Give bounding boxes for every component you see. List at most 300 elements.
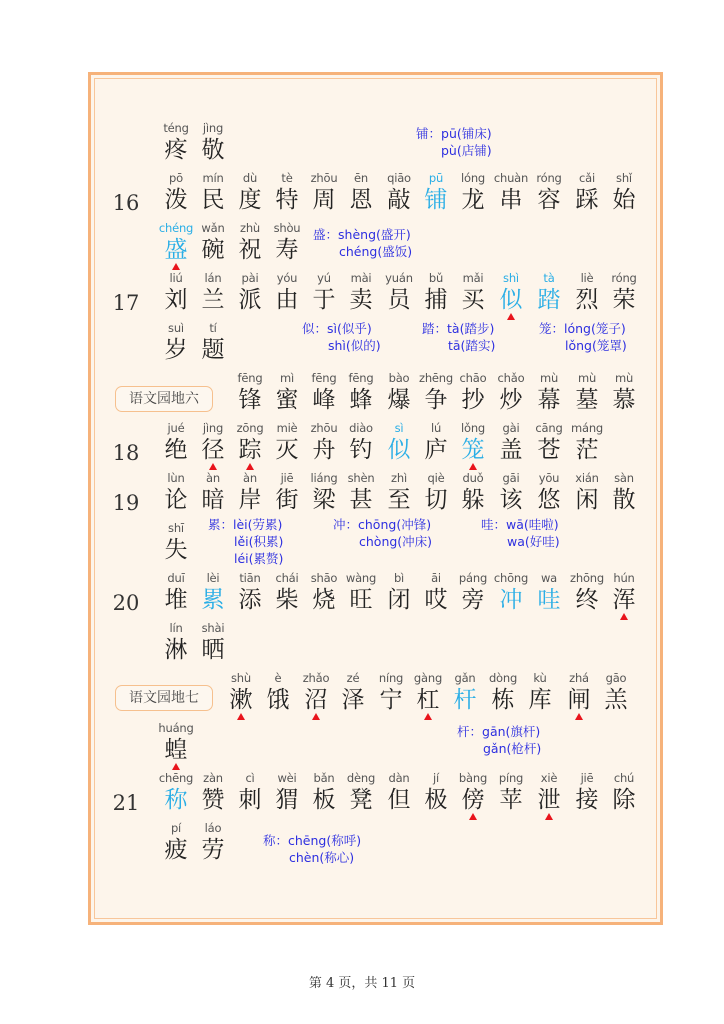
char-cell [417, 771, 455, 814]
hanzi: 散 [612, 487, 636, 513]
char-cell [568, 421, 606, 464]
pinyin: píng [498, 771, 524, 785]
hanzi: 躲 [461, 487, 485, 513]
hanzi: 庐 [424, 437, 448, 463]
char-cell [530, 471, 568, 514]
char-cell [454, 771, 492, 814]
pinyin: qiè [427, 471, 445, 485]
key-char-marker-icon [545, 813, 553, 820]
char-cell [568, 471, 606, 514]
char-cell-polyphone [157, 221, 195, 264]
pinyin: shù [231, 671, 251, 685]
hanzi: 傍 [461, 787, 485, 813]
hanzi: 踏 [537, 287, 561, 313]
hanzi: 失 [164, 537, 188, 563]
hanzi: 串 [499, 187, 523, 213]
char-cell [342, 371, 380, 414]
char-cell [530, 371, 568, 414]
pinyin: yuán [385, 271, 413, 285]
hanzi: 踩 [575, 187, 599, 213]
char-cell [409, 671, 447, 714]
pinyin: chēng [158, 771, 194, 785]
pinyin: lǒng [460, 421, 486, 435]
char-cell [492, 771, 530, 814]
hanzi: 争 [424, 387, 448, 413]
pinyin: ēn [354, 171, 368, 185]
polyphone-note-wa: 哇：wā(哇啦) wa(好哇) [481, 517, 560, 549]
pinyin: miè [276, 421, 298, 435]
hanzi: 疼 [164, 137, 188, 163]
char-cell [231, 221, 269, 264]
char-cell [568, 271, 606, 314]
hanzi: 饿 [266, 687, 290, 713]
pinyin: shòu [273, 221, 301, 235]
hanzi: 始 [612, 187, 636, 213]
pinyin: téng [163, 121, 189, 135]
hanzi: 灭 [275, 437, 299, 463]
hanzi: 猬 [275, 787, 299, 813]
hanzi: 凳 [349, 787, 373, 813]
hanzi: 烧 [312, 587, 336, 613]
pinyin: chú [613, 771, 635, 785]
hanzi: 烈 [575, 287, 599, 313]
key-char-marker-icon [575, 713, 583, 720]
hanzi: 但 [387, 787, 411, 813]
hanzi: 极 [424, 787, 448, 813]
pinyin: diào [349, 421, 373, 435]
hanzi: 切 [424, 487, 448, 513]
pinyin: mǎi [462, 271, 484, 285]
char-cell [605, 571, 643, 614]
char-cell-polyphone [194, 571, 232, 614]
pinyin: bì [393, 571, 405, 585]
pinyin: pū [428, 171, 444, 185]
char-cell [194, 621, 232, 664]
hanzi: 苍 [537, 437, 561, 463]
hanzi: 柴 [275, 587, 299, 613]
pinyin: xián [575, 471, 599, 485]
char-cell [194, 421, 232, 464]
section-badge-yuwen-yuandi-6: 语文园地六 [115, 386, 213, 412]
character-table-panel [88, 72, 663, 925]
char-cell [194, 121, 232, 164]
pinyin: pài [241, 271, 259, 285]
hanzi: 蜂 [349, 387, 373, 413]
hanzi: 暗 [201, 487, 225, 513]
char-cell [380, 171, 418, 214]
char-cell [342, 471, 380, 514]
pinyin: fēng [237, 371, 263, 385]
hanzi: 岁 [164, 337, 188, 363]
pinyin: shèn [347, 471, 375, 485]
char-cell [268, 221, 306, 264]
pinyin: wàng [345, 571, 377, 585]
char-cell [380, 371, 418, 414]
key-char-marker-icon [312, 713, 320, 720]
hanzi: 盖 [499, 437, 523, 463]
pinyin: bàng [458, 771, 488, 785]
char-cell [268, 471, 306, 514]
pinyin: pí [170, 821, 182, 835]
char-cell [380, 771, 418, 814]
pinyin: sàn [614, 471, 634, 485]
pinyin: láo [204, 821, 222, 835]
hanzi: 闭 [387, 587, 411, 613]
hanzi: 疲 [164, 837, 188, 863]
hanzi: 刘 [164, 287, 188, 313]
pinyin: qiāo [387, 171, 411, 185]
lesson-number: 18 [112, 441, 140, 465]
char-cell [305, 371, 343, 414]
pinyin: gài [502, 421, 520, 435]
char-cell-polyphone [157, 771, 195, 814]
char-cell [568, 371, 606, 414]
hanzi: 赞 [201, 787, 225, 813]
pinyin: liú [169, 271, 183, 285]
pinyin: shài [201, 621, 225, 635]
char-cell-polyphone [530, 571, 568, 614]
char-cell [305, 421, 343, 464]
hanzi: 龙 [461, 187, 485, 213]
pinyin: wèi [277, 771, 297, 785]
pinyin: zhōu [310, 171, 338, 185]
key-char-marker-icon [246, 463, 254, 470]
char-cell [268, 771, 306, 814]
pinyin: jiē [580, 771, 594, 785]
hanzi: 除 [612, 787, 636, 813]
char-cell [605, 471, 643, 514]
pinyin: tiān [239, 571, 261, 585]
char-cell [194, 771, 232, 814]
pinyin: duī [167, 571, 185, 585]
hanzi: 派 [238, 287, 262, 313]
char-cell [380, 471, 418, 514]
lesson-number: 20 [112, 591, 140, 615]
char-cell-polyphone [530, 271, 568, 314]
char-cell [342, 171, 380, 214]
hanzi: 容 [537, 187, 561, 213]
char-cell [605, 171, 643, 214]
lesson-number: 19 [112, 491, 140, 515]
pinyin: zōng [236, 421, 264, 435]
pinyin: pō [169, 171, 183, 185]
pinyin: zhǎo [302, 671, 330, 685]
hanzi: 茫 [575, 437, 599, 463]
section-badge-yuwen-yuandi-7: 语文园地七 [115, 685, 213, 711]
hanzi: 捕 [424, 287, 448, 313]
pinyin: dù [242, 171, 258, 185]
hanzi: 敲 [387, 187, 411, 213]
polyphone-note-sheng: 盛：shèng(盛开) chéng(盛饭) [313, 227, 413, 259]
pinyin: wǎn [201, 221, 225, 235]
char-cell [568, 171, 606, 214]
hanzi: 幕 [537, 387, 561, 413]
pinyin: níng [378, 671, 404, 685]
hanzi: 苹 [499, 787, 523, 813]
pinyin: liáng [310, 471, 338, 485]
lesson-number: 16 [112, 191, 140, 215]
char-cell [194, 171, 232, 214]
pinyin: zhá [569, 671, 589, 685]
pinyin: chāo [459, 371, 487, 385]
polyphone-note-lei: 累：lèi(劳累) lěi(积累) léi(累赘) [208, 517, 284, 566]
hanzi: 由 [275, 287, 299, 313]
pinyin: shī [168, 521, 184, 535]
pinyin: mì [280, 371, 294, 385]
char-cell [157, 571, 195, 614]
pinyin: zàn [203, 771, 223, 785]
hanzi: 铺 [424, 187, 448, 213]
pinyin: jué [167, 421, 185, 435]
char-cell [342, 421, 380, 464]
pinyin: gǎn [454, 671, 476, 685]
char-cell [305, 571, 343, 614]
hanzi: 踪 [238, 437, 262, 463]
hanzi: 杆 [453, 687, 477, 713]
polyphone-note-cheng: 称：chēng(称呼) chèn(称心) [263, 833, 362, 865]
char-cell [454, 271, 492, 314]
pinyin: yú [317, 271, 331, 285]
char-cell [194, 321, 232, 364]
hanzi: 绝 [164, 437, 188, 463]
char-cell [231, 571, 269, 614]
char-cell [417, 271, 455, 314]
pinyin: hún [613, 571, 635, 585]
char-cell [417, 421, 455, 464]
hanzi: 该 [499, 487, 523, 513]
key-char-marker-icon [469, 813, 477, 820]
char-cell [454, 471, 492, 514]
page-footer: 第 4 页，共 11 页 [308, 976, 416, 991]
char-cell [231, 771, 269, 814]
char-cell [372, 671, 410, 714]
hanzi: 似 [387, 437, 411, 463]
lesson-number: 17 [112, 291, 140, 315]
hanzi: 径 [201, 437, 225, 463]
hanzi: 羔 [604, 687, 628, 713]
hanzi: 晒 [201, 637, 225, 663]
pinyin: liè [580, 271, 594, 285]
pinyin: bǎn [313, 771, 335, 785]
hanzi: 板 [312, 787, 336, 813]
pinyin: mín [202, 171, 224, 185]
char-cell [157, 621, 195, 664]
hanzi: 于 [312, 287, 336, 313]
pinyin: chái [275, 571, 299, 585]
hanzi: 爆 [387, 387, 411, 413]
char-cell [454, 171, 492, 214]
hanzi: 祝 [238, 237, 262, 263]
pinyin: gāo [605, 671, 627, 685]
pinyin: mù [614, 371, 634, 385]
char-cell [417, 571, 455, 614]
char-cell [157, 521, 195, 564]
hanzi: 荣 [612, 287, 636, 313]
char-cell-polyphone [380, 421, 418, 464]
pinyin: gàng [413, 671, 443, 685]
hanzi: 终 [575, 587, 599, 613]
pinyin: àn [243, 471, 257, 485]
hanzi: 员 [387, 287, 411, 313]
char-cell [268, 171, 306, 214]
hanzi: 淋 [164, 637, 188, 663]
hanzi: 栋 [491, 687, 515, 713]
char-cell [342, 771, 380, 814]
pinyin: cì [245, 771, 255, 785]
char-cell [342, 571, 380, 614]
char-cell [157, 271, 195, 314]
hanzi: 杠 [416, 687, 440, 713]
char-cell [268, 271, 306, 314]
hanzi: 岸 [238, 487, 262, 513]
key-char-marker-icon [620, 613, 628, 620]
char-cell [194, 271, 232, 314]
hanzi: 悠 [537, 487, 561, 513]
pinyin: chuàn [493, 171, 529, 185]
hanzi: 慕 [612, 387, 636, 413]
pinyin: tà [543, 271, 555, 285]
char-cell [157, 471, 195, 514]
pinyin: tè [281, 171, 293, 185]
char-cell [231, 371, 269, 414]
hanzi: 炒 [499, 387, 523, 413]
hanzi: 敬 [201, 137, 225, 163]
pinyin: huáng [158, 721, 194, 735]
pinyin: shì [503, 271, 519, 285]
hanzi: 锋 [238, 387, 262, 413]
char-cell [484, 671, 522, 714]
char-cell [305, 771, 343, 814]
char-cell [231, 421, 269, 464]
char-cell [194, 471, 232, 514]
pinyin: gāi [502, 471, 520, 485]
char-cell [454, 571, 492, 614]
hanzi: 钓 [349, 437, 373, 463]
pinyin: máng [570, 421, 604, 435]
char-cell [492, 171, 530, 214]
char-cell [157, 321, 195, 364]
polyphone-note-chong: 冲：chōng(冲锋) chòng(冲床) [333, 517, 433, 549]
polyphone-note-pu: 铺：pū(铺床) pù(店铺) [416, 126, 492, 158]
pinyin: àn [206, 471, 220, 485]
hanzi: 梁 [312, 487, 336, 513]
key-char-marker-icon [209, 463, 217, 470]
hanzi: 度 [238, 187, 262, 213]
char-cell [597, 671, 635, 714]
hanzi: 冲 [499, 587, 523, 613]
pinyin: jìng [202, 121, 224, 135]
char-cell [231, 171, 269, 214]
char-cell [530, 171, 568, 214]
pinyin: chéng [158, 221, 194, 235]
char-cell [268, 571, 306, 614]
char-cell [530, 771, 568, 814]
hanzi: 接 [575, 787, 599, 813]
char-cell [194, 221, 232, 264]
pinyin: cāng [535, 421, 563, 435]
char-cell [222, 671, 260, 714]
char-cell [492, 471, 530, 514]
hanzi: 笼 [461, 437, 485, 463]
pinyin: zhì [391, 471, 407, 485]
pinyin: chǎo [497, 371, 525, 385]
char-cell-polyphone [454, 421, 492, 464]
pinyin: mù [577, 371, 597, 385]
hanzi: 民 [201, 187, 225, 213]
hanzi: 哎 [424, 587, 448, 613]
hanzi: 寿 [275, 237, 299, 263]
hanzi: 兰 [201, 287, 225, 313]
hanzi: 添 [238, 587, 262, 613]
hanzi: 蜜 [275, 387, 299, 413]
char-cell [259, 671, 297, 714]
key-char-marker-icon [172, 763, 180, 770]
key-char-marker-icon [424, 713, 432, 720]
char-cell [194, 821, 232, 864]
pinyin: jiē [280, 471, 294, 485]
pinyin: lèi [206, 571, 220, 585]
hanzi: 峰 [312, 387, 336, 413]
pinyin: jí [433, 771, 439, 785]
char-cell [305, 271, 343, 314]
pinyin: tí [209, 321, 217, 335]
hanzi: 题 [201, 337, 225, 363]
pinyin: dàn [388, 771, 410, 785]
hanzi: 甚 [349, 487, 373, 513]
pinyin: duǒ [462, 471, 484, 485]
pinyin: yóu [276, 271, 298, 285]
char-cell [417, 471, 455, 514]
pinyin: fēng [311, 371, 337, 385]
key-char-marker-icon [237, 713, 245, 720]
pinyin: lóng [460, 171, 486, 185]
hanzi: 闲 [575, 487, 599, 513]
pinyin: zhù [239, 221, 260, 235]
char-cell [334, 671, 372, 714]
pinyin: jìng [202, 421, 224, 435]
hanzi: 库 [528, 687, 552, 713]
char-cell [157, 171, 195, 214]
char-cell-polyphone [417, 171, 455, 214]
char-cell-polyphone [492, 271, 530, 314]
key-char-marker-icon [507, 313, 515, 320]
pinyin: zé [346, 671, 360, 685]
hanzi: 累 [201, 587, 225, 613]
char-cell [268, 421, 306, 464]
pinyin: dèng [346, 771, 376, 785]
hanzi: 堆 [164, 587, 188, 613]
pinyin: lín [169, 621, 183, 635]
pinyin: wa [540, 571, 558, 585]
char-cell [157, 421, 195, 464]
char-cell [605, 271, 643, 314]
hanzi: 恩 [349, 187, 373, 213]
char-cell [157, 721, 195, 764]
char-cell [530, 421, 568, 464]
hanzi: 抄 [461, 387, 485, 413]
char-cell [492, 421, 530, 464]
char-cell [342, 271, 380, 314]
key-char-marker-icon [469, 463, 477, 470]
char-cell [568, 771, 606, 814]
hanzi: 碗 [201, 237, 225, 263]
pinyin: sì [394, 421, 404, 435]
char-cell [380, 571, 418, 614]
char-cell [231, 471, 269, 514]
hanzi: 舟 [312, 437, 336, 463]
hanzi: 似 [499, 287, 523, 313]
char-cell [380, 271, 418, 314]
